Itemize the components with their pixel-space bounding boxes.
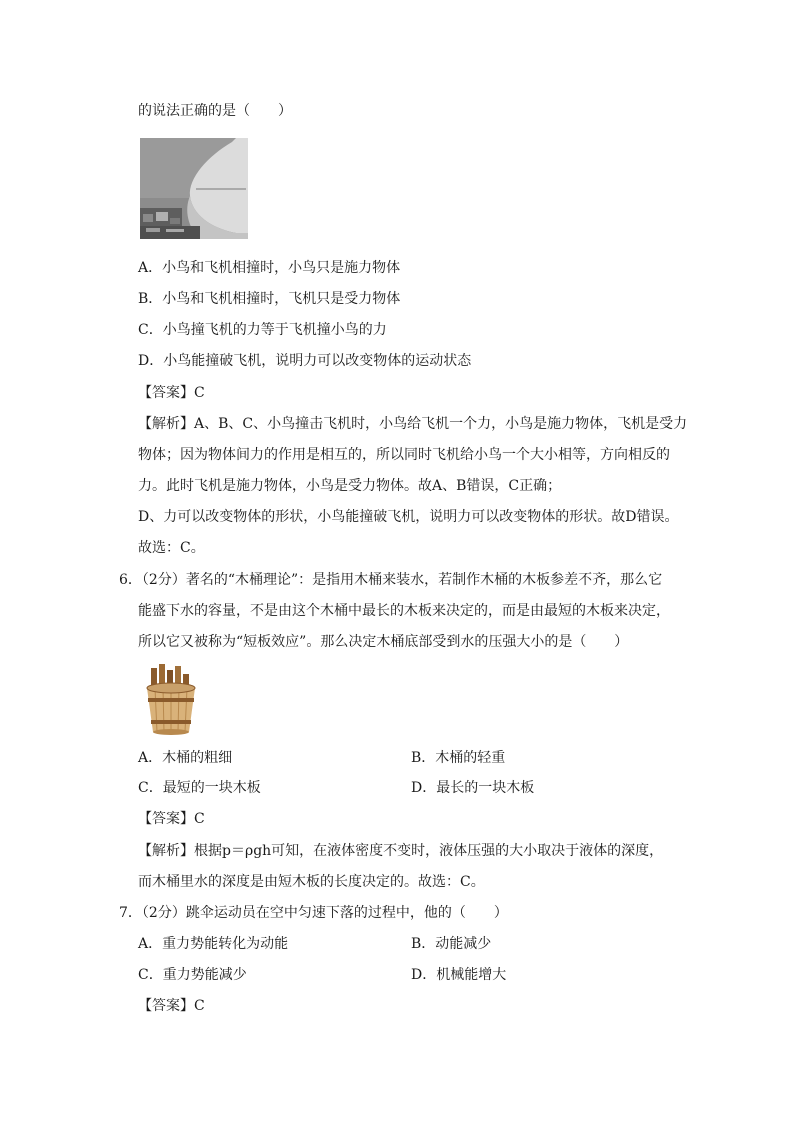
q5-option-c: C．小鸟撞飞机的力等于飞机撞小鸟的力 <box>138 322 387 338</box>
q7-option-d: D．机械能增大 <box>411 967 507 983</box>
q5-analysis-line-3: 力。此时飞机是施力物体，小鸟是受力物体。故A、B错误，C正确； <box>138 478 562 494</box>
q7-option-b: B．动能减少 <box>411 936 492 952</box>
bird-strike-airplane-photo <box>140 138 248 239</box>
q6-option-d: D．最长的一块木板 <box>411 780 535 796</box>
q5-analysis-line-1: 【解析】A、B、C、小鸟撞击飞机时，小鸟给飞机一个力，小鸟是施力物体，飞机是受力 <box>138 416 688 432</box>
q5-option-a: A．小鸟和飞机相撞时，小鸟只是施力物体 <box>138 260 401 276</box>
q6-answer: 【答案】C <box>138 811 205 827</box>
q6-stem-line-2: 能盛下水的容量，不是由这个木桶中最长的木板来决定的，而是由最短的木板来决定， <box>138 603 670 619</box>
q6-analysis-line-1: 【解析】根据p＝ρgh可知，在液体密度不变时，液体压强的大小取决于液体的深度， <box>138 843 664 859</box>
q5-answer: 【答案】C <box>138 385 205 401</box>
q6-option-c: C．最短的一块木板 <box>138 780 261 796</box>
q5-stem-tail: 的说法正确的是（ ） <box>138 103 292 119</box>
q7-stem: 7．（2分）跳伞运动员在空中匀速下落的过程中，他的（ ） <box>119 905 508 921</box>
q6-option-b: B．木桶的轻重 <box>411 750 506 766</box>
q5-option-d: D．小鸟能撞破飞机，说明力可以改变物体的运动状态 <box>138 353 472 369</box>
q5-analysis-line-4: D、力可以改变物体的形状，小鸟能撞破飞机，说明力可以改变物体的形状。故D错误。 <box>138 509 679 525</box>
q7-answer: 【答案】C <box>138 998 205 1014</box>
q6-analysis-line-2: 而木桶里水的深度是由短木板的长度决定的。故选：C。 <box>138 874 485 890</box>
q5-analysis-line-5: 故选：C。 <box>138 540 205 556</box>
q7-option-a: A．重力势能转化为动能 <box>138 936 289 952</box>
q6-option-a: A．木桶的粗细 <box>138 750 233 766</box>
q6-stem-line-1: 6．（2分）著名的“木桶理论”：是指用木桶来装水，若制作木桶的木板参差不齐，那么它 <box>119 572 663 588</box>
wooden-bucket-image <box>141 664 199 735</box>
q5-analysis-line-2: 物体；因为物体间力的作用是相互的，所以同时飞机给小鸟一个大小相等，方向相反的 <box>138 447 670 463</box>
q7-option-c: C．重力势能减少 <box>138 967 247 983</box>
q5-option-b: B．小鸟和飞机相撞时，飞机只是受力物体 <box>138 291 401 307</box>
q6-stem-line-3: 所以它又被称为“短板效应”。那么决定木桶底部受到水的压强大小的是（ ） <box>138 634 629 650</box>
